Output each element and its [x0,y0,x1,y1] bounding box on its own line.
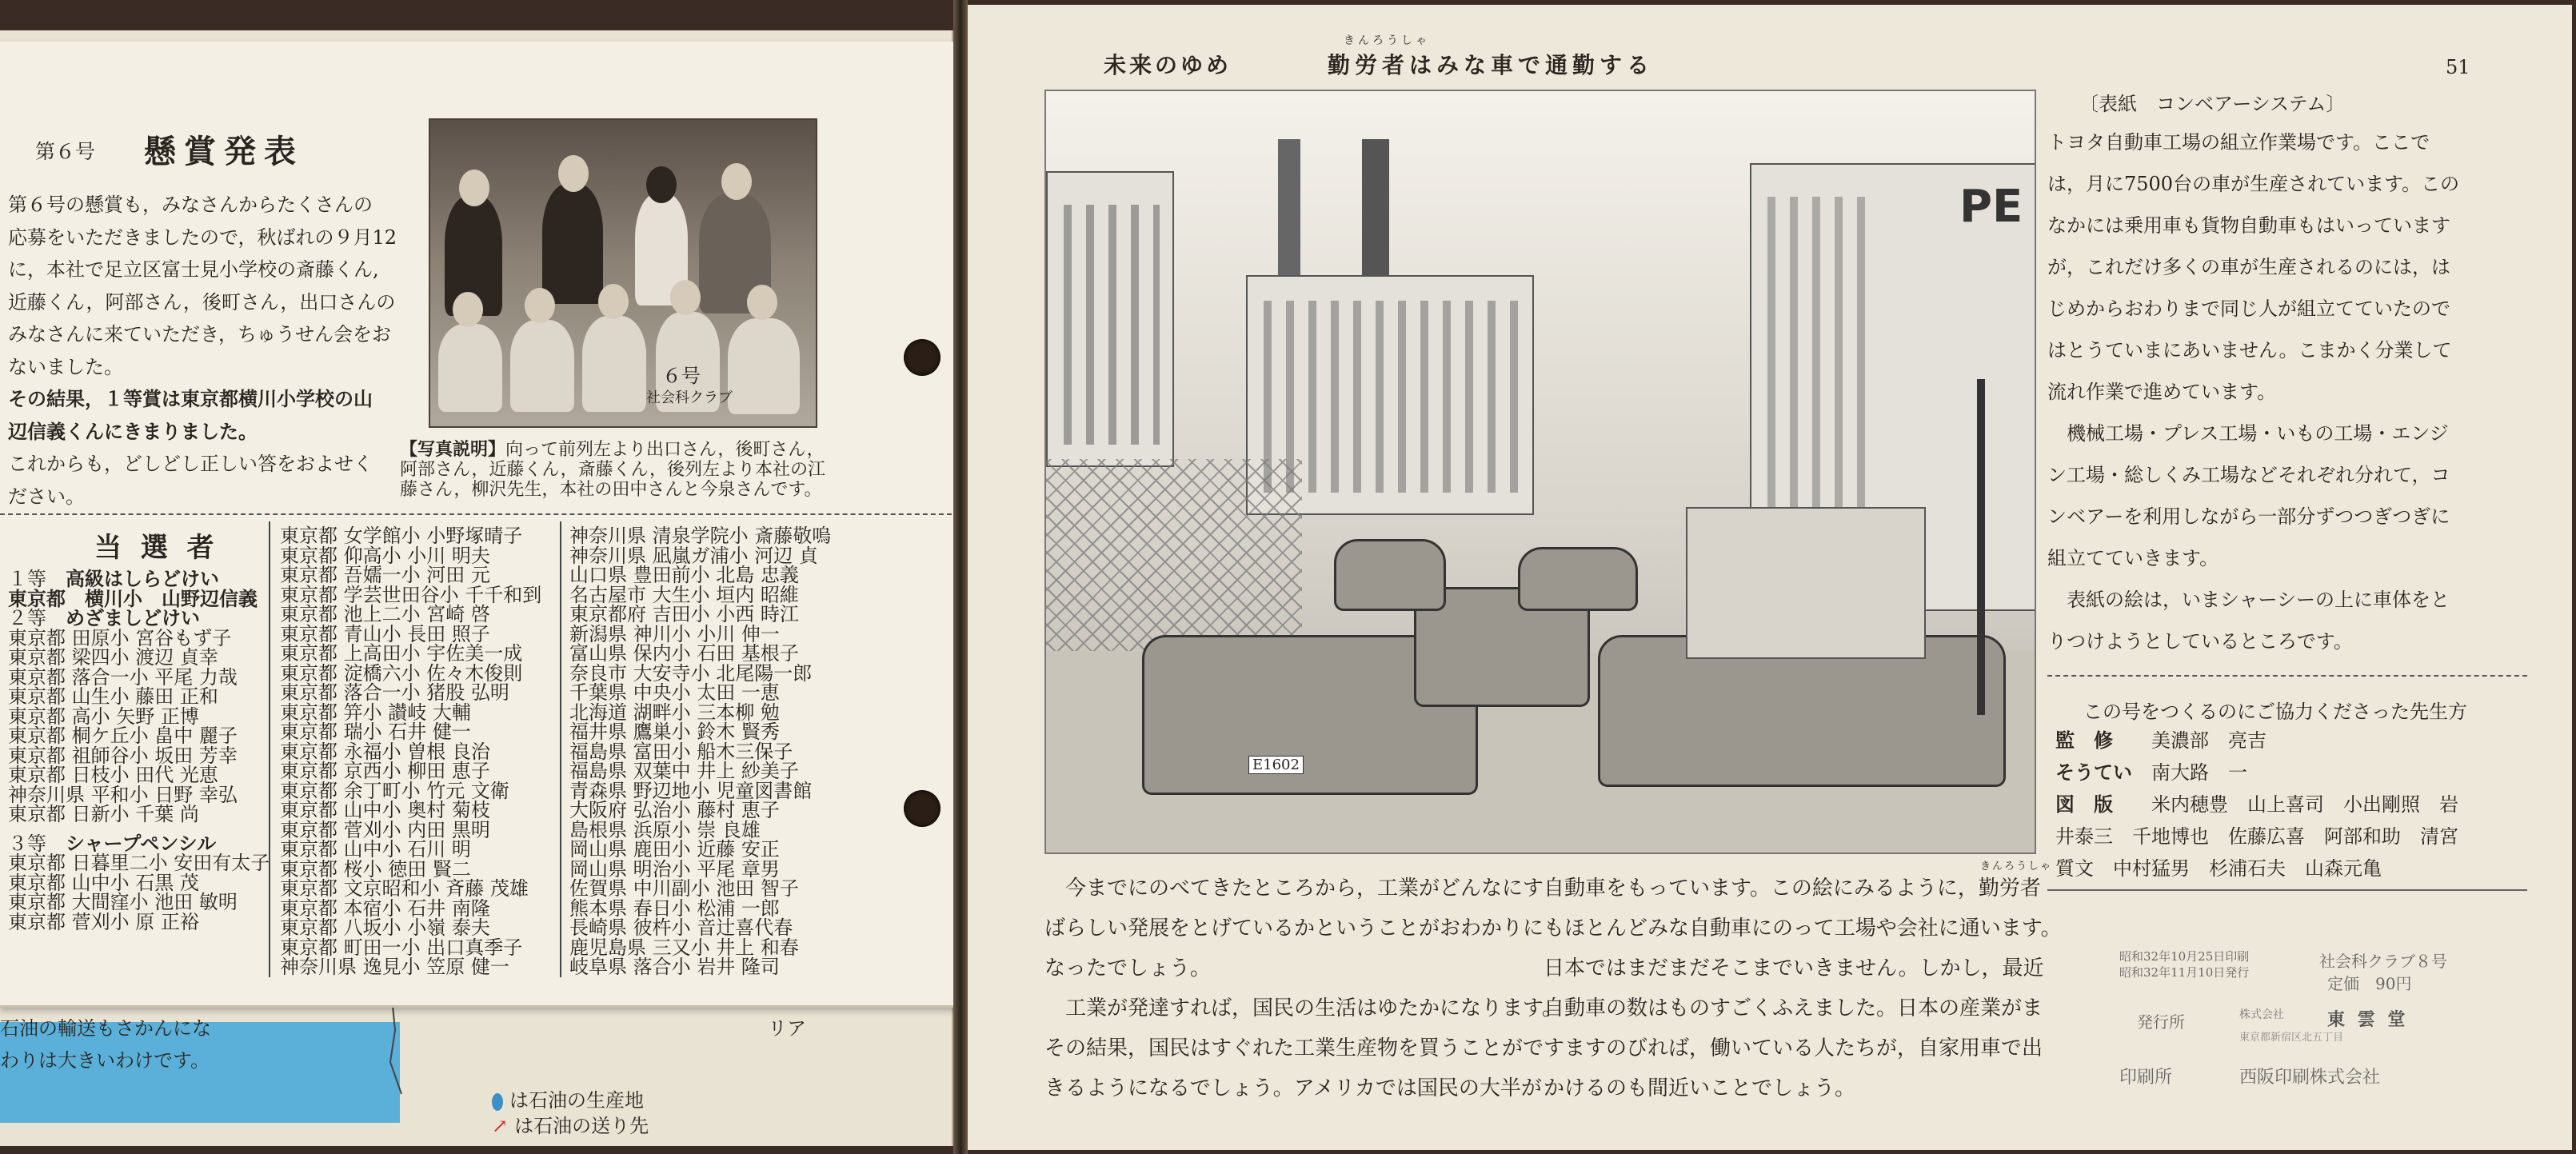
text-line: 東京都府 吉田小 小西 時江 [569,603,799,625]
map-text [0,1012,211,1076]
text-line: ンベアーを利用しながら一部分ずつつぎつぎに [2047,505,2450,528]
text-line: 神奈川県 逸見小 笠原 健一 [280,956,509,978]
winners-title: 当 選 者 [94,532,219,564]
license-plate: E1602 [1248,756,1304,774]
text-line: 東京都 上高田小 宇佐美一成 [280,642,523,665]
text-line: 東京都 落合一小 平尾 力哉 [8,665,238,689]
caption-line: 向って前列左より出口さん，後町さん， [505,440,825,460]
text-line: 千葉県 中央小 太田 一恵 [569,681,780,704]
guard-booth [1686,507,1926,659]
text-line: 青森県 野辺地小 児童図書館 [569,779,813,802]
photo-sign: ６号 [662,365,701,387]
text-line: 東京都 山中小 石川 明 [280,838,471,861]
text-line: 東京都 仰高小 小川 明夫 [280,544,490,567]
publisher-label: 発行所 [2137,1012,2185,1032]
publisher-address: 東京都新宿区北五丁目 [2239,1032,2344,1044]
winner-name: 山野辺信義 [162,586,258,610]
text-line: 東京都 大間窪小 池田 敏明 [8,891,238,913]
column-rule [560,521,561,977]
map-label: リア [768,1017,806,1040]
text-line: 東京都 田原小 宮谷もず子 [8,626,232,649]
text-line: きるようになるでしょう。アメリカでは国民の大半が [1044,1076,1542,1100]
text-line: 自動車の数はものすごくふえました。日本の産業がま [1544,996,2043,1020]
book-gutter [953,0,968,1154]
text-line: 東京都 日新小 千葉 尚 [8,803,199,825]
text-line: 東京都 日枝小 田代 光恵 [8,764,218,786]
credit-names: 美濃部 亮吉 [2151,729,2266,752]
binding-hole [904,790,941,827]
text-line: 自動車をもっています。この絵にみるように，勤労者 [1544,876,2041,900]
credit-role: そうてい [2055,761,2132,784]
text-line: 島根県 浜原小 崇 良雄 [569,818,761,841]
text-line: 東京都 余丁町小 竹元 文衛 [280,779,509,802]
winner-school: 横川小 [85,586,142,610]
text-line: ン工場・総しくみ工場などそれぞれ分れて，コ [2047,464,2450,486]
text-line: 東京都 京西小 柳田 恵子 [280,760,490,782]
body-ruby: きんろうしゃ [1980,861,2053,872]
publisher-company: 株式会社 [2239,1008,2284,1021]
prize2-list [8,626,264,825]
text-line: 岡山県 明治小 平尾 章男 [569,857,780,880]
text-line: 東京都 吾嬬一小 河田 元 [280,564,490,586]
text-line: 今までにのべてきたところから，工業がどんなにす [1044,876,1544,900]
intro-line: 応募をいただきましたので，秋ばれの９月12 [8,226,397,249]
colophon-title: 社会科クラブ８号 [2319,952,2447,971]
map-text-line: 石油の輸送もさかんにな [0,1017,211,1040]
cover-text [2047,122,2459,662]
building-left [1046,171,1174,467]
credit-names: 米内穂豊 山上喜司 小出剛照 岩 [2151,793,2458,816]
text-line: 東京都 瑞小 石井 健一 [280,721,471,743]
text-line: 新潟県 神川小 小川 伸一 [569,622,780,645]
text-line: 東京都 落合一小 猪股 弘明 [280,681,509,704]
map-text-line: わりは大きいわけです。 [0,1049,210,1072]
car-distant [1334,539,1446,611]
text-line: 流れ作業で進めています。 [2047,381,2277,403]
headline: 勤労者はみな車で通勤する [1328,52,1655,78]
photo-sign: 社会科クラブ [646,389,733,406]
chainlink-fence [1046,459,1302,659]
prize-label: １等 [8,568,46,590]
text-line: 東京都 梁四小 渡辺 貞幸 [8,646,218,669]
prize-label: ２等 [8,607,46,629]
text-line: 神奈川県 凪嵐ガ浦小 河辺 貞 [569,544,818,567]
text-line: 東京都 桜小 徳田 賢二 [280,857,471,880]
text-line: ばらしい発展をとげているかということがおわかりに [1044,916,1544,940]
winners-column-3 [569,526,831,977]
text-line: 岐阜県 落合小 岩井 隆司 [569,956,780,978]
text-line: 日本ではまだまだそこまでいきません。しかし，最近 [1544,956,2044,980]
caption-line: 藤さん，柳沢先生，本社の田中さんと今泉さんです。 [400,480,822,500]
caption-label: 【写真説明】 [400,439,506,460]
text-line: 神奈川県 清泉学院小 斎藤敬嗚 [569,525,832,547]
arrow-icon: ↗ [492,1115,509,1137]
text-line: 東京都 八坂小 小嶺 泰夫 [280,916,490,939]
text-line: 名古屋市 大生小 垣内 昭維 [569,583,799,606]
printer-name: 西阪印刷株式会社 [2239,1068,2381,1088]
winners-column-2 [280,526,541,977]
intro-line: 近藤くん，阿部さん，後町さん，出口さんの [8,290,396,313]
printer-label: 印刷所 [2119,1068,2173,1088]
text-line: 東京都 女学館小 小野塚晴子 [280,525,523,547]
intro-line: ださい。 [8,485,85,508]
text-line: 神奈川県 平和小 日野 幸弘 [8,783,238,806]
text-line: 表紙の絵は，いまシャーシーの上に車体をと [2047,589,2450,611]
publish-date: 昭和32年11月10日発行 [2119,965,2250,980]
text-line: 岡山県 鹿田小 近藤 安正 [569,838,780,861]
intro-text [8,189,397,513]
prize3-list [8,852,270,933]
text-line: 東京都 祖師谷小 坂田 芳幸 [8,744,238,767]
prize-label: ３等 [8,832,46,855]
winner-pref: 東京都 [8,586,66,610]
text-line: はとうていまにあいません。こまかく分業して [2047,339,2452,361]
text-line: 機械工場・プレス工場・いもの工場・エンジ [2047,422,2449,445]
text-line: 東京都 青山小 長田 照子 [280,622,490,645]
credit-names: 質文 中村猛男 杉浦石夫 山森元亀 [2055,857,2382,880]
prize-item: めざましどけい [66,607,200,629]
group-photo [429,118,817,428]
text-line: なかには乗用車も貨物自動車もはいっています [2047,214,2450,237]
text-line: トヨタ自動車工場の組立作業場です。ここで [2047,131,2430,154]
text-line: すますのびれば，働いている人たちが，自家用車で出 [1544,1036,2043,1060]
cover-title: 〔表紙 コンベアーシステム〕 [2079,93,2346,115]
text-line: 佐賀県 中川副小 池田 智子 [569,877,799,900]
text-line: 福井県 鷹巣小 鈴木 賢秀 [569,721,780,743]
text-line: じめからおわりまで同じ人が組立てていたので [2047,297,2450,320]
text-line: 東京都 笄小 讃岐 大輔 [280,701,471,724]
credit-names: 南大路 一 [2151,761,2247,784]
headline-ruby: きんろうしゃ [1344,34,1430,47]
credit-role: 図 版 [2055,793,2113,816]
divider [2047,889,2527,891]
body-text-right [1544,868,2062,1108]
intro-line: に，本社で足立区富士見小学校の斎藤くん, [8,258,379,281]
text-line: 東京都 永福小 曽根 良治 [280,740,490,763]
text-line: 北海道 湖畔小 三本柳 勉 [569,701,780,724]
credits [2055,725,2458,884]
credit-names: 井泰三 千地博也 佐藤広喜 阿部和助 清宮 [2055,825,2458,848]
text-line: 東京都 池上二小 宮崎 啓 [280,603,490,625]
text-line: かけるのも間近いことでしょう。 [1544,1076,1856,1100]
publisher-name: 東 雲 堂 [2327,1009,2409,1030]
text-line: 組立てていきます。 [2047,547,2219,569]
print-date: 昭和32年10月25日印刷 [2119,949,2250,964]
binding-hole [904,339,941,376]
text-line: 奈良市 大安寺小 北尾陽一郎 [569,661,813,685]
text-line: 東京都 高小 矢野 正博 [8,705,199,728]
legend-label: は石油の送り先 [514,1115,649,1137]
prize-insert-sheet [0,42,960,1008]
caption-line: 阿部さん，近藤くん，斎藤くん，後列左より本社の江 [400,460,825,480]
text-line: が，これだけ多くの車が生産されるのには，は [2047,256,2450,278]
prize-item: 高級はしらどけい [66,568,219,590]
text-line: なったでしょう。 [1044,956,1212,980]
text-line: 福島県 双葉中 井上 紗美子 [569,760,799,782]
text-line: 山口県 豊田前小 北島 忠義 [569,564,799,586]
text-line: は，月に7500台の車が生産されています。この [2047,173,2460,195]
text-line: 大阪府 弘治小 藤村 恵子 [569,799,780,821]
text-line: 東京都 文京昭和小 斉藤 茂雄 [280,877,529,900]
colophon-price: 定価 90円 [2327,974,2412,993]
text-line: 長崎県 彼杵小 音辻喜代春 [569,916,793,939]
car-distant [1518,547,1638,611]
intro-line: これからも，どしどし正しい答をおよせく [8,453,373,475]
text-line: 東京都 日暮里二小 安田有太子 [8,852,270,874]
text-line: 東京都 淀橋六小 佐々木俊則 [280,661,523,685]
divider [2047,675,2527,677]
intro-line: 第６号の懸賞も，みなさんからたくさんの [8,194,373,216]
contest-title: 懸賞発表 [144,133,304,170]
intro-line: ないました。 [8,355,123,378]
intro-line: 辺信義くんにきまりました。 [8,419,258,443]
text-line: 富山県 保内小 石田 基根子 [569,642,799,665]
colophon-dates [2119,948,2249,980]
text-line: 福島県 富田小 船木三保子 [569,740,793,763]
right-page [968,5,2572,1150]
text-line: りつけようとしているところです。 [2047,630,2353,653]
text-line: 東京都 山中小 石黒 茂 [8,871,199,894]
street-lamp [1977,379,1985,715]
intro-line: その結果，１等賞は東京都横川小学校の山 [8,387,373,410]
future-commute-illustration [1044,90,2036,854]
page-number: 51 [2446,56,2470,78]
body-text-left [1044,868,1563,1108]
map-coastline [384,998,432,1102]
prize-item: シャープペンシル [66,832,217,855]
winners-column-1 [8,568,270,933]
column-rule [269,521,270,977]
text-line: もほとんどみな自動車にのって工場や会社に通います。 [1544,916,2062,940]
text-line: その結果，国民はすぐれた工業生産物を買うことがで [1044,1036,1544,1060]
text-line: 東京都 山生小 藤田 正和 [8,685,218,708]
headline-prefix: 未来のゆめ [1104,52,1232,78]
text-line: 鹿児島県 三又小 井上 和春 [569,936,799,959]
text-line: 熊本県 春日小 松浦 一郎 [569,896,780,920]
divider [0,513,960,515]
photo-caption [400,440,825,500]
text-line: 東京都 町田一小 出口真季子 [280,936,523,959]
drop-icon [492,1093,503,1111]
thanks-line: この号をつくるのにご協力くださった先生方 [2083,701,2467,723]
intro-line: みなさんに来ていただき，ちゅうせん会をお [8,323,392,345]
text-line: 東京都 本宿小 石井 南隆 [280,896,490,920]
text-line: 東京都 学芸世田谷小 千千和到 [280,583,542,606]
building-sign: PE [1959,181,2023,233]
issue-number: 第６号 [35,140,96,163]
text-line: 東京都 桐ケ丘小 畠中 麗子 [8,725,238,747]
text-line: 東京都 山中小 奥村 菊枝 [280,799,490,821]
map-legend-production [492,1084,644,1112]
text-line: 工業が発達すれば，国民の生活はゆたかになります。 [1044,996,1563,1020]
text-line: 東京都 菅刈小 内田 黒明 [280,818,490,841]
credit-role: 監 修 [2055,729,2113,752]
text-line: 東京都 菅刈小 原 正裕 [8,910,199,933]
map-legend-destination [492,1110,649,1138]
legend-label: は石油の生産地 [509,1089,644,1112]
